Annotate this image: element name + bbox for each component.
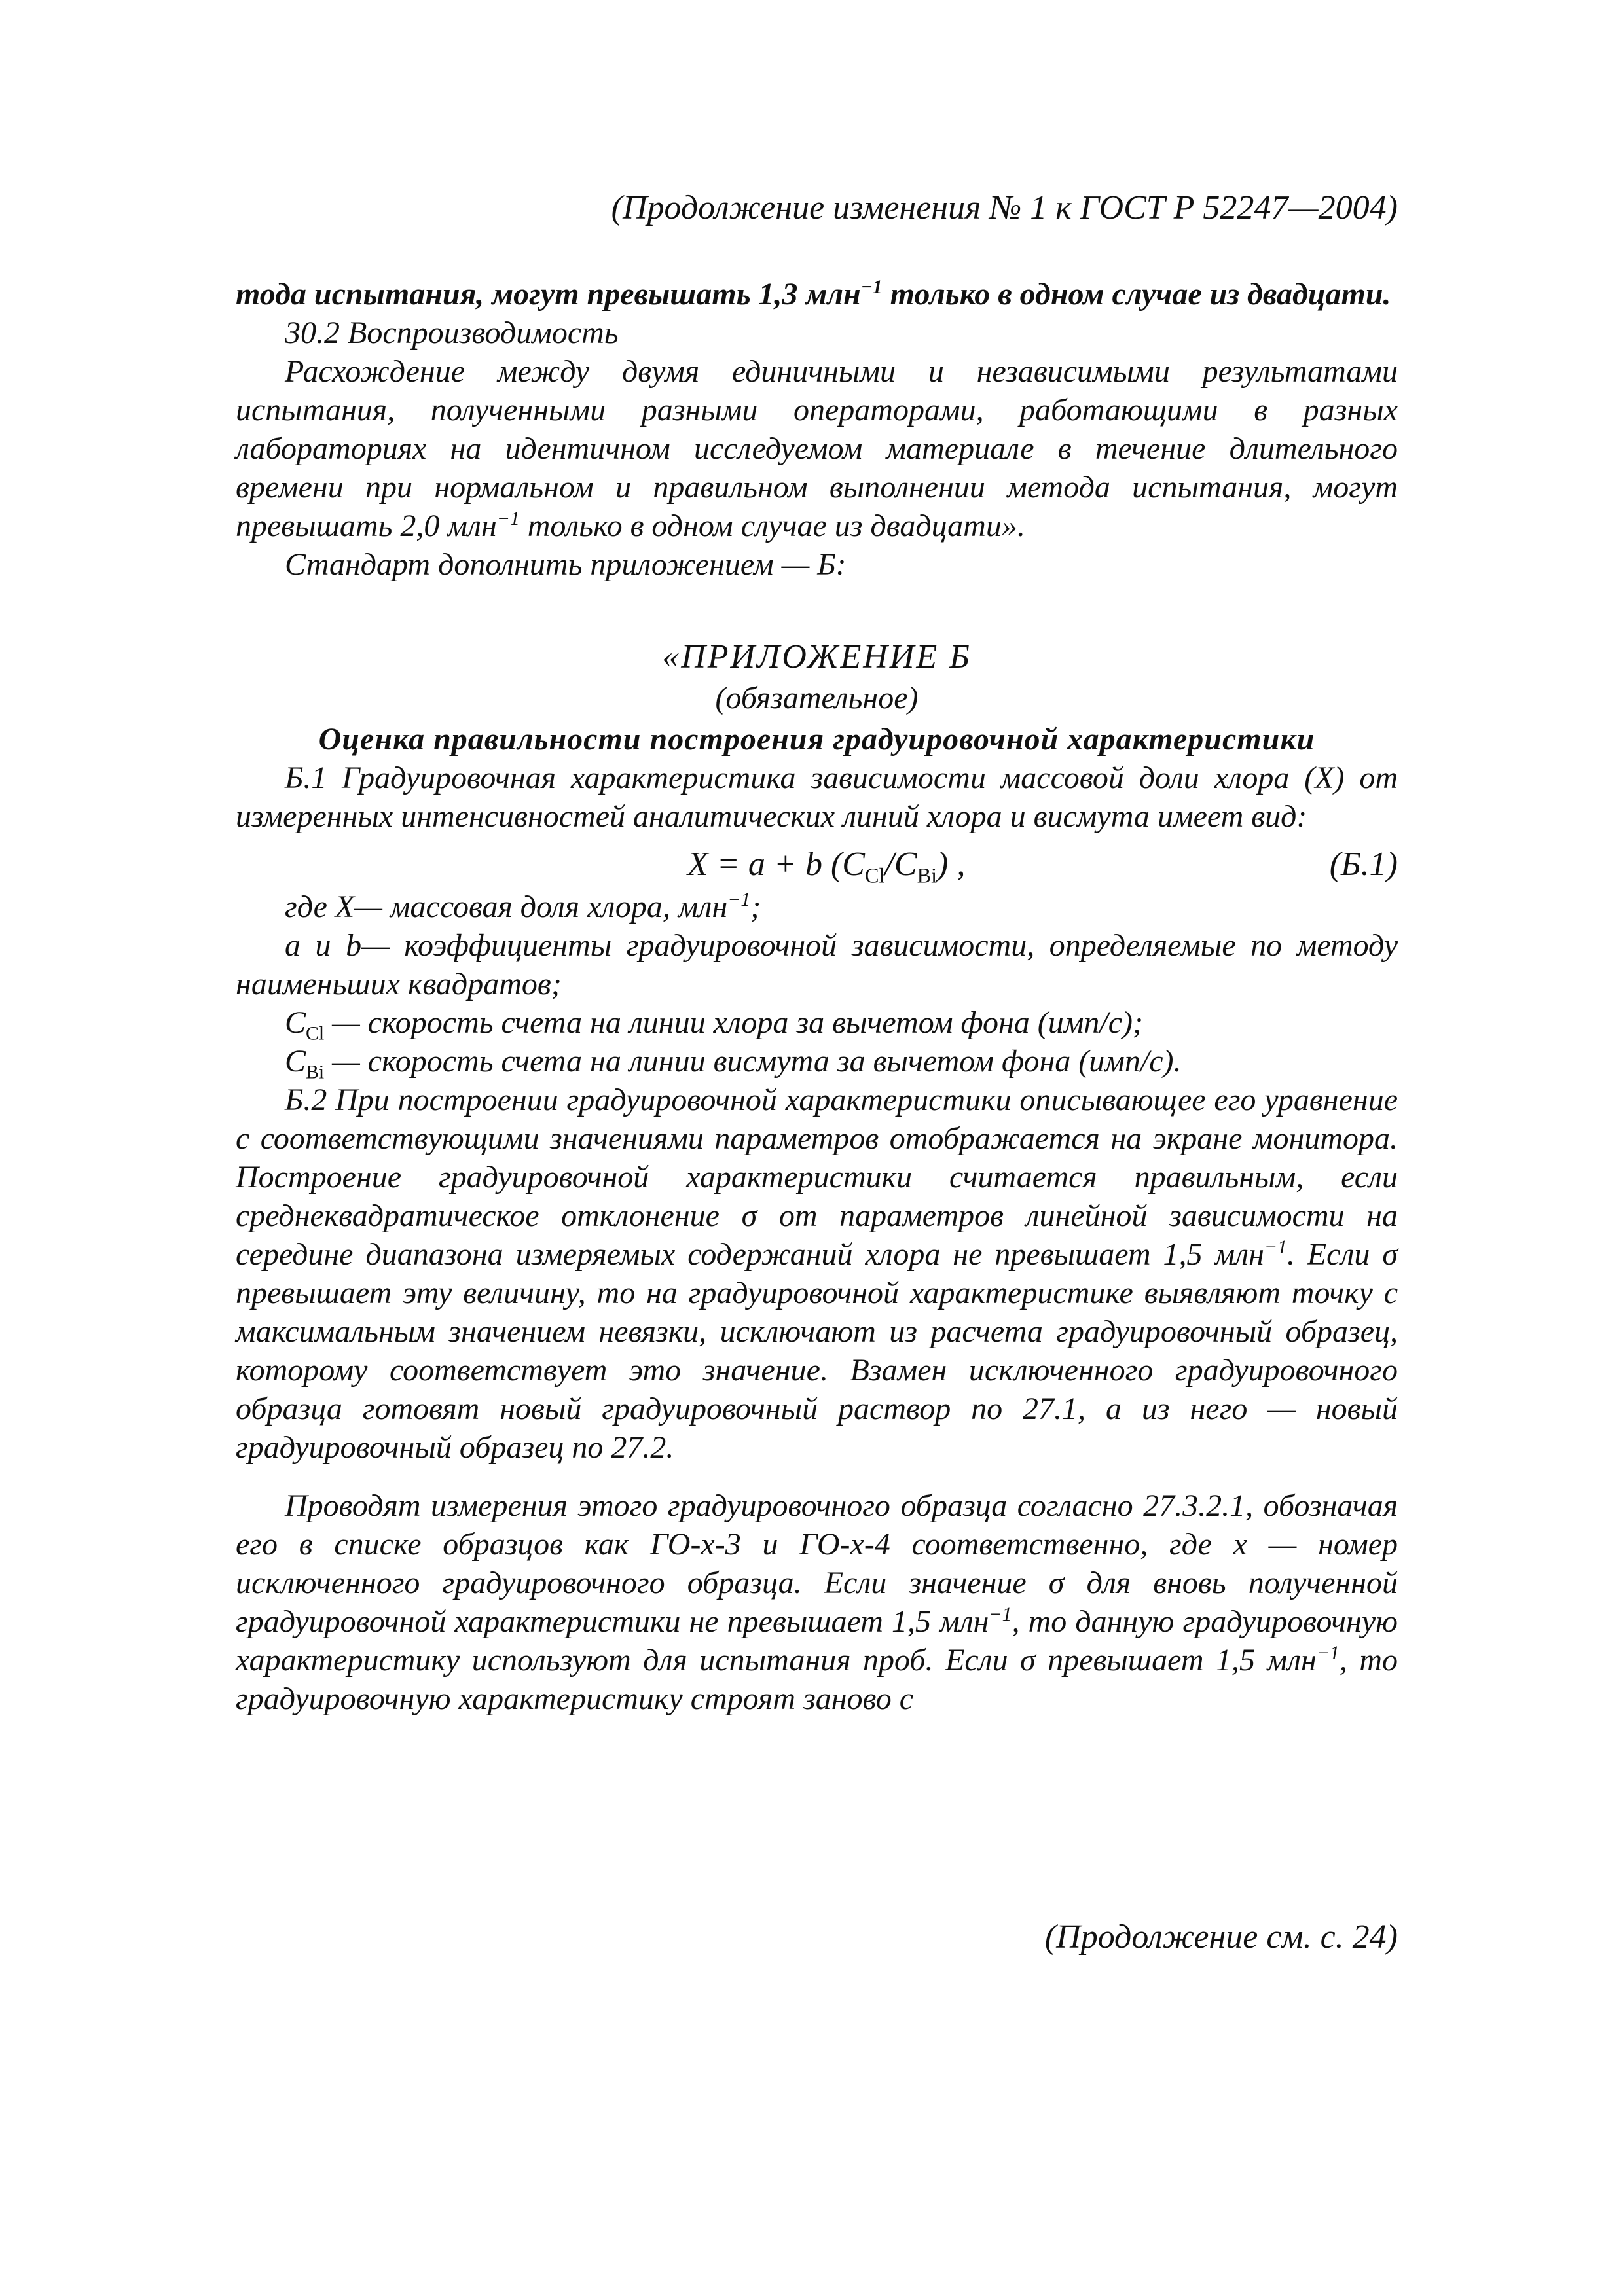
formula-expression: X = a + b $(C_{Cl}/C_{Bi})$ , <box>687 846 966 888</box>
appendix-title: «ПРИЛОЖЕНИЕ Б <box>662 638 972 675</box>
definition-c-bi: $C_{Bi}$ — скорость счета на линии висмута за вычетом фона (имп/с). <box>285 1044 1182 1083</box>
paragraph-amendment-instruction: Стандарт дополнить приложением — Б: <box>285 547 847 582</box>
formula-b1 <box>236 845 1398 888</box>
body-text <box>236 275 1398 1718</box>
definition-c-cl: $C_{Cl}$ — скорость счета на линии хлора за вычетом фона (имп/с); <box>285 1005 1144 1045</box>
appendix-subtitle: (обязательное) <box>715 681 919 715</box>
paragraph-b1: Б.1 Градуировочная характеристика зависимости массовой доли хлора (X) от измеренных интенсивностей аналитических линий хлора и висмута имеет вид: <box>236 761 1398 834</box>
paragraph-reproducibility: Расхождение между двумя единичными и независимыми результатами испытания, полученными разными операторами, работающими в разных лабораториях на идентичном исследуемом материале в течение длительного времени при нормальном и правильном выполнении метода испытания, могут превышать 2,0 млн$^{-1}$ только в одном случае из двадцати». <box>236 354 1398 543</box>
section-heading-reproducibility: 30.2 Воспроизводимость <box>285 315 619 350</box>
appendix-heading: Оценка правильности построения градуировочной характеристики <box>318 722 1315 757</box>
formula-number: (Б.1) <box>1329 846 1398 883</box>
definition-x: где X— массовая доля хлора, млн$^{-1}$; <box>285 889 761 924</box>
paragraph-b2: Б.2 При построении градуировочной характеристики описывающее его уравнение с соответствующими значениями параметров отображается на экране монитора. Построение градуировочной характеристики считается правильным, если среднеквадратическое отклонение σ от параметров линейной зависимости на середине диапазона измеряемых содержаний хлора не превышает 1,5 млн$^{-1}$. Если σ превышает эту величину, то на градуировочной характеристике выявляют точку с максимальным значением невязки, исключают из расчета градуировочный образец, которому соответствует это значение. Взамен исключенного градуировочного образца готовят новый градуировочный раствор по 27.1, а из него — новый градуировочный образец по 27.2. <box>236 1083 1398 1465</box>
paragraph-measurements: Проводят измерения этого градуировочного образца согласно 27.3.2.1, обозначая его в списке образцов как ГО-х-3 и ГО-х-4 соответственно, где х — номер исключенного градуировочного образца. Если значение σ для вновь полученной градуировочной характеристики не превышает 1,5 млн$^{-1}$, то данную градуировочную характеристику используют для испытания проб. Если σ превышает 1,5 млн$^{-1}$, то градуировочную характеристику строят заново с <box>236 1488 1398 1716</box>
page-footer: (Продолжение см. с. 24) <box>1044 1918 1398 1956</box>
definition-a-b: a и b— коэффициенты градуировочной зависимости, определяемые по методу наименьших квадратов; <box>236 928 1398 1001</box>
paragraph-continuation: тода испытания, могут превышать 1,3 млн$^{-1}$ только в одном случае из двадцати. <box>236 276 1391 312</box>
page-header: (Продолжение изменения № 1 к ГОСТ Р 52247—2004) <box>611 189 1398 226</box>
